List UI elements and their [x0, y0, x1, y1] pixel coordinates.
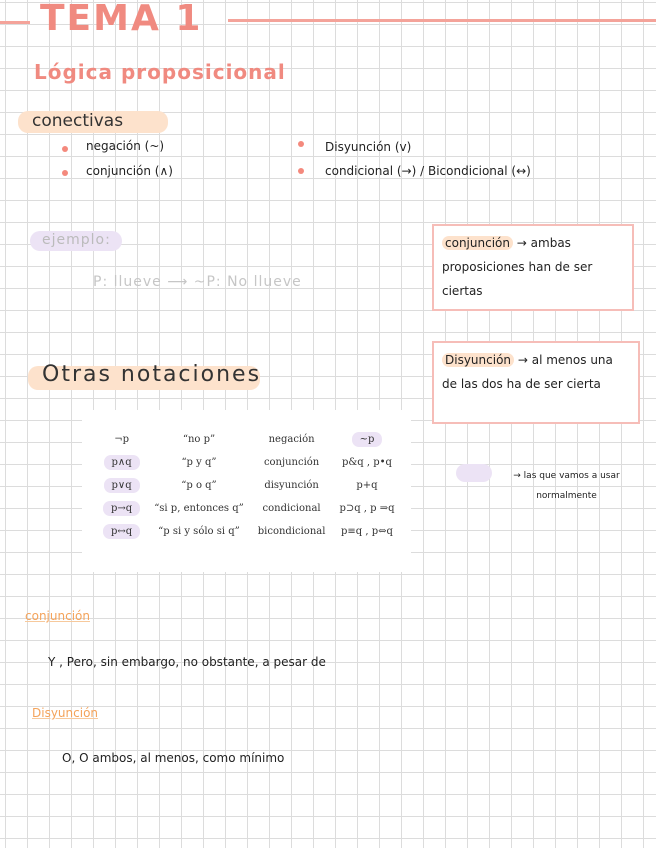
usage-note: → las que vamos a usar normalmente — [513, 471, 620, 501]
table-cell: “p si y sólo si q” — [158, 526, 240, 537]
conjuncion-term: conjunción — [442, 236, 513, 250]
table-cell: condicional — [262, 503, 321, 514]
conectiva-item: conjunción (∧) — [86, 164, 173, 178]
title-rule-left — [0, 21, 30, 24]
conjuncion-connectors: Y , Pero, sin embargo, no obstante, a pesar de — [48, 655, 326, 669]
table-cell: p+q — [356, 480, 378, 491]
disyuncion-section-label: Disyunción — [32, 706, 99, 720]
table-cell: p∧q — [96, 451, 147, 474]
table-cell: “p o q” — [181, 480, 217, 491]
conjuncion-definition: → ambas proposiciones han de ser ciertas — [442, 236, 593, 298]
table-cell: “si p, entonces q” — [154, 503, 244, 514]
conectivas-heading: conectivas — [32, 111, 124, 131]
notation-table — [96, 428, 402, 543]
note-highlight — [456, 464, 492, 482]
ejemplo-label: ejemplo: — [42, 232, 111, 248]
table-cell: p→q — [96, 497, 147, 520]
bullet-icon — [298, 168, 304, 174]
table-cell: p∨q — [96, 474, 147, 497]
conjuncion-section-label: conjunción — [25, 609, 90, 623]
table-cell: p⊃q , p ⇒q — [339, 503, 395, 514]
table-row — [96, 497, 402, 520]
conectiva-item: Disyunción (v) — [325, 140, 412, 154]
otras-notaciones-heading: Otras notaciones — [42, 362, 262, 387]
table-row — [96, 428, 402, 451]
disyuncion-term: Disyunción — [442, 353, 514, 367]
disyuncion-definition: → al menos una de las dos ha de ser cierta — [442, 353, 613, 391]
disyuncion-connectors: O, O ambos, al menos, como mínimo — [62, 751, 285, 765]
table-cell: negación — [268, 434, 315, 445]
table-row — [96, 451, 402, 474]
table-row — [96, 520, 402, 543]
table-cell: bicondicional — [257, 526, 326, 537]
table-cell: conjunción — [263, 457, 320, 468]
bullet-icon — [298, 141, 304, 147]
bullet-icon — [62, 170, 68, 176]
ejemplo-text: P: llueve ⟶ ~P: No llueve — [93, 274, 302, 290]
table-cell: p≡q , p⇔q — [341, 526, 393, 537]
title-rule-right — [228, 19, 656, 22]
page-subtitle: Lógica proposicional — [34, 60, 286, 84]
table-cell: p&q , p•q — [342, 457, 392, 468]
conectiva-item: condicional (→) / Bicondicional (↔) — [325, 164, 531, 178]
table-cell: “p y q” — [181, 457, 217, 468]
table-row — [96, 474, 402, 497]
conectiva-item: negación (~) — [86, 139, 165, 153]
table-cell: “no p” — [182, 434, 216, 445]
table-cell: disyunción — [264, 480, 319, 491]
disyuncion-definition-box — [432, 341, 640, 424]
table-cell: ~p — [332, 428, 401, 451]
page-title: TEMA 1 — [40, 0, 203, 39]
conjuncion-definition-box — [432, 224, 634, 311]
table-cell: ¬p — [114, 434, 129, 445]
table-cell: p↔q — [96, 520, 147, 543]
bullet-icon — [62, 146, 68, 152]
